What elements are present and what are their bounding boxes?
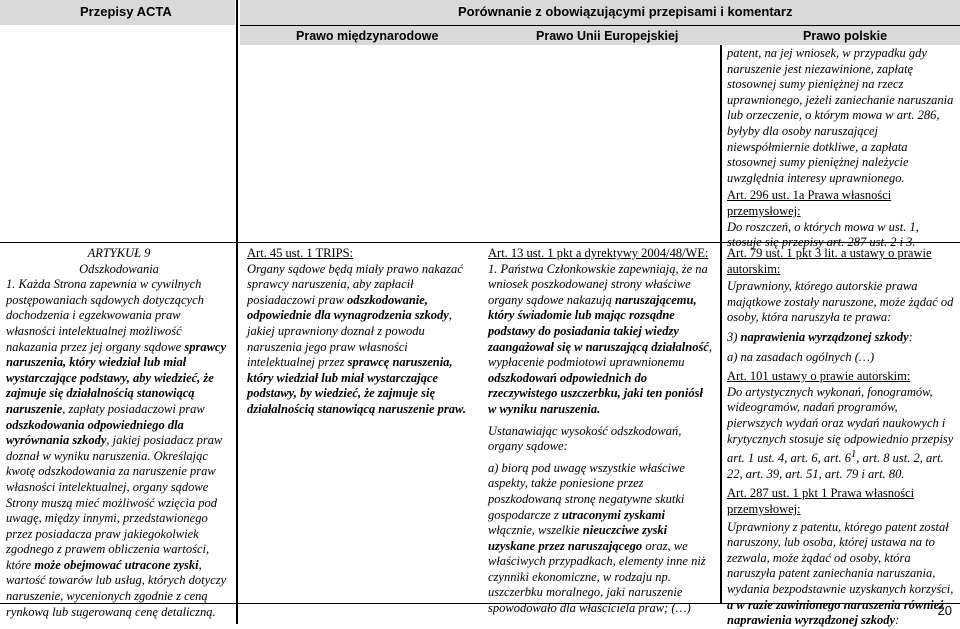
- directive-text: Ustanawiając wysokość odszkodowań, organy sądowe:: [488, 423, 682, 454]
- polish-text-bold: a w razie zawinionego naruszenia również naprawienia wyrządzonej szkody: [727, 597, 945, 628]
- acta-text-bold: sprawcy naruszenia, który wiedział lub miał wystarczające podstawy, aby wiedzieć, że zajmuje się działalnością stanowiącą naruszenie: [6, 339, 227, 416]
- polish-text-bold: naprawienia wyrządzonej szkody: [740, 329, 909, 344]
- directive-text-bold: nieuczciwe zyski uzyskane przez naruszającego: [488, 523, 668, 553]
- polish-text: a) na zasadach ogólnych (…): [727, 349, 875, 364]
- acta-header-title: Przepisy ACTA: [80, 4, 172, 19]
- trips-text-bold: sprawcę naruszenia, który wiedział lub miał wystarczające podstawy, by wiedzieć, że zajmuje się działalnością stanowiącą naruszenie praw.: [247, 355, 467, 416]
- directive-text-bold: utraconymi zyskami: [561, 507, 665, 522]
- copyright-act-reference: Art. 101 ustawy o prawie autorskim:: [727, 369, 911, 384]
- article-subtitle: Odszkodowania: [79, 261, 159, 276]
- header-divider: [240, 25, 960, 26]
- comparison-header-title: Porównanie z obowiązującymi przepisami i komentarz: [458, 4, 793, 19]
- column-divider: [720, 45, 722, 603]
- continuation-paragraph: Do roszczeń, o których mowa w ust. 1, stosuje się przepisy art. 287 ust. 2 i 3.: [727, 219, 919, 250]
- eu-law-heading: Prawo Unii Europejskiej: [536, 29, 679, 43]
- column-divider: [236, 0, 238, 624]
- trips-text-bold: odszkodowanie, odpowiednie dla wynagrodzenia szkody: [247, 292, 449, 323]
- directive-text-bold: naruszającemu, który świadomie lub mając rozsądne podstawy do posiadania takiej wiedzy zaangażował się w naruszającą działalność: [488, 292, 709, 354]
- acta-text-bold: odszkodowania odpowiedniego dla wyrównania szkody: [6, 417, 184, 448]
- polish-text: Uprawniony, którego autorskie prawa majątkowe zostały naruszone, może żądać od osoby, która naruszyła te prawa:: [727, 279, 954, 325]
- continuation-reference: Art. 296 ust. 1a Prawa własności przemysłowej:: [727, 188, 892, 218]
- trips-reference: Art. 45 ust. 1 TRIPS:: [247, 246, 354, 260]
- trips-text: Organy sądowe będą miały prawo nakazać sprawcy naruszenia, aby zapłacił posiadaczowi praw: [247, 261, 463, 307]
- article-title: ARTYKUŁ 9: [87, 246, 151, 260]
- polish-law-heading: Prawo polskie: [803, 29, 888, 43]
- acta-text: , zapłaty posiadaczowi praw: [62, 401, 205, 416]
- directive-text-bold: odszkodowań odpowiednich do rzeczywistego uszczerbku, jaki ten poniósł w wyniku naruszenia.: [488, 370, 703, 416]
- polish-text: 3): [727, 329, 741, 344]
- acta-text: , jakiej posiadacz praw doznał w wyniku naruszenia. Określając kwotę odszkodowania za naruszenie praw własności intelektualnej, organy sądowe Strony muszą mieć możliwość wzięcia pod uwagę, między innymi, przedstawionego przez posiadacza praw jakiegokolwiek zgodnego z prawem obliczenia wartości, które: [6, 433, 223, 572]
- trips-text: , jakiej uprawniony doznał z powodu naruszenia jego praw własności intelektualnej przez: [247, 308, 452, 370]
- acta-text: 1. Każda Strona zapewnia w cywilnych postępowaniach sądowych dotyczących dochodzenia i egzekwowania praw własności intelektualnej możliwość nakazania przez jej organy sądowe: [6, 277, 204, 354]
- polish-text: :: [908, 329, 913, 344]
- polish-law-text: [727, 246, 955, 629]
- directive-text: 1. Państwa Członkowskie zapewniają, że na wniosek poszkodowanej strony właściwe organy sądowe nakazują: [488, 261, 708, 307]
- directive-text: , wypłacenie podmiotowi uprawnionemu: [488, 339, 713, 370]
- superscript: 1: [850, 449, 857, 461]
- polish-law-continuation: [727, 46, 955, 251]
- acta-text: , wartość towarów lub usług, których dotyczy naruszenie, wycenionych zgodnie z ceną rynkową lub sugerowaną cenę detaliczną.: [6, 557, 227, 619]
- eu-law-text: [488, 246, 714, 617]
- polish-text: , art. 8 ust. 2, art. 22, art. 39, art. 51, art. 79 i art. 80.: [727, 451, 944, 481]
- international-law-text: [247, 246, 469, 418]
- continuation-paragraph: patent, na jej wniosek, w przypadku gdy naruszenie jest niezawinione, zapłatę stosownej sumy pieniężnej na rzecz uprawnionego, jeżeli zaniechanie naruszania lub orzeczenie, o którym mowa w art. 286, byłyby dla osoby naruszającej niewspółmiernie dotkliwe, a zapłata stosownej sumy pieniężnej należycie uwzględnia interesy uprawnionego.: [727, 46, 954, 185]
- page-number: 20: [937, 603, 952, 618]
- international-law-heading: Prawo międzynarodowe: [296, 29, 439, 43]
- acta-text-bold: może obejmować utracone zyski: [34, 557, 199, 572]
- directive-text: włącznie, wszelkie: [488, 523, 583, 538]
- polish-text: Uprawniony z patentu, którego patent został naruszony, lub osoba, której ustawa na to zezwala, może żądać od osoby, która naruszyła patent zaniechania naruszania, wydania bezpodstawnie uzyskanych korzyści,: [727, 519, 954, 597]
- industrial-property-reference: Art. 287 ust. 1 pkt 1 Prawa własności przemysłowej:: [727, 486, 915, 517]
- polish-text: :: [895, 613, 900, 628]
- acta-article-text: [6, 246, 232, 620]
- directive-text: a) biorą pod uwagę wszystkie właściwe aspekty, także poniesione przez poszkodowaną stronę negatywne skutki gospodarcze z: [488, 460, 685, 522]
- copyright-act-reference: Art. 79 ust. 1 pkt 3 lit. a ustawy o prawie autorskim:: [727, 246, 932, 276]
- directive-reference: Art. 13 ust. 1 pkt a dyrektywy 2004/48/WE:: [488, 246, 709, 260]
- polish-text: Do artystycznych wykonań, fonogramów, wideogramów, nadań programów, pierwszych wydań oraz wydań naukowych i krytycznych stosuje się odpowiednio przepisy art. 1 ust. 4, art. 6, art. 6: [727, 384, 954, 466]
- directive-text: oraz, we właściwych przypadkach, elementy inne niż czynniki ekonomiczne, w rodzaju np. uszczerbku moralnego, jaki naruszenie spowodowało dla właściciela praw; (…): [488, 538, 706, 616]
